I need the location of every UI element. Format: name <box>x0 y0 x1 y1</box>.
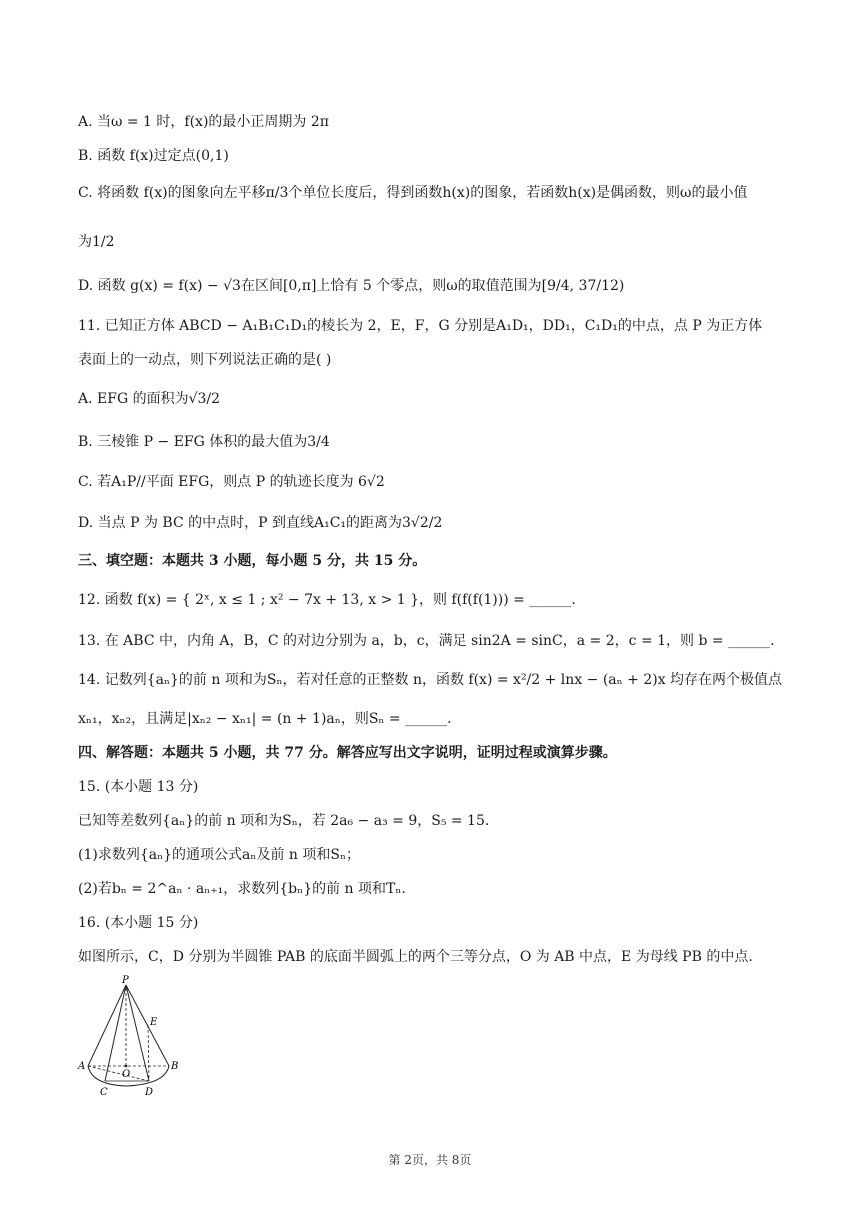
option-10c-continued: 为1/2 <box>78 234 115 250</box>
option-11b: B. 三棱锥 P − EFG 体积的最大值为3/4 <box>78 434 330 450</box>
option-11c: C. 若A₁P//平面 EFG，则点 P 的轨迹长度为 6√2 <box>78 474 385 490</box>
option-11d: D. 当点 P 为 BC 的中点时，P 到直线A₁C₁的距离为3√2/2 <box>78 515 443 531</box>
section-4-heading: 四、解答题：本题共 5 小题，共 77 分。解答应写出文字说明，证明过程或演算步骤。 <box>78 745 617 761</box>
page-footer: 第 2页，共 8页 <box>388 1153 472 1167</box>
label-C: C <box>100 1087 108 1098</box>
question-11: 11. 已知正方体 ABCD − A₁B₁C₁D₁的棱长为 2，E，F，G 分别是A₁D₁，DD₁，C₁D₁的中点，点 P 为正方体 <box>78 318 763 334</box>
question-11-continued: 表面上的一动点，则下列说法正确的是( ) <box>78 352 332 368</box>
question-15-part1: (1)求数列{aₙ}的通项公式aₙ及前 n 项和Sₙ； <box>78 847 361 863</box>
question-16-stem: 如图所示，C，D 分别为半圆锥 PAB 的底面半圆弧上的两个三等分点，O 为 AB 中点，E 为母线 PB 的中点. <box>78 949 753 965</box>
question-14-continued: xₙ₁，xₙ₂，且满足|xₙ₂ − xₙ₁| = (n + 1)aₙ，则Sₙ = ______. <box>78 711 452 727</box>
label-D: D <box>145 1087 154 1098</box>
label-O: O <box>122 1069 131 1080</box>
question-12: 12. 函数 f(x) = { 2ˣ, x ≤ 1 ; x² − 7x + 13, x > 1 }，则 f(f(f(1))) = ______. <box>78 592 576 608</box>
question-16-header: 16. (本小题 15 分) <box>78 915 199 931</box>
question-15-header: 15. (本小题 13 分) <box>78 779 199 795</box>
question-15-stem: 已知等差数列{aₙ}的前 n 项和为Sₙ，若 2a₆ − a₃ = 9，S₅ = 15. <box>78 813 490 829</box>
option-10a: A. 当ω = 1 时，f(x)的最小正周期为 2π <box>78 114 329 130</box>
label-A: A <box>78 1061 86 1072</box>
option-10c: C. 将函数 f(x)的图象向左平移π/3个单位长度后，得到函数h(x)的图象，若函数h(x)是偶函数，则ω的最小值 <box>78 185 748 201</box>
question-14: 14. 记数列{aₙ}的前 n 项和为Sₙ，若对任意的正整数 n，函数 f(x) = x²/2 + lnx − (aₙ + 2)x 均存在两个极值点 <box>78 672 783 688</box>
option-10b: B. 函数 f(x)过定点(0,1) <box>78 148 229 164</box>
option-11a: A. EFG 的面积为√3/2 <box>78 391 221 407</box>
option-10d: D. 函数 g(x) = f(x) − √3在区间[0,π]上恰有 5 个零点，则ω的取值范围为[9/4, 37/12) <box>78 278 625 294</box>
question-15-part2: (2)若bₙ = 2^aₙ · aₙ₊₁，求数列{bₙ}的前 n 项和Tₙ. <box>78 881 406 897</box>
label-B: B <box>171 1061 179 1072</box>
half-cone-figure <box>70 975 190 1100</box>
section-3-heading: 三、填空题：本题共 3 小题，每小题 5 分，共 15 分。 <box>78 553 427 569</box>
label-P: P <box>122 975 129 986</box>
question-13: 13. 在 ABC 中，内角 A，B，C 的对边分别为 a，b，c，满足 sin2A = sinC，a = 2，c = 1，则 b = ______. <box>78 633 775 649</box>
label-E: E <box>150 1017 158 1028</box>
